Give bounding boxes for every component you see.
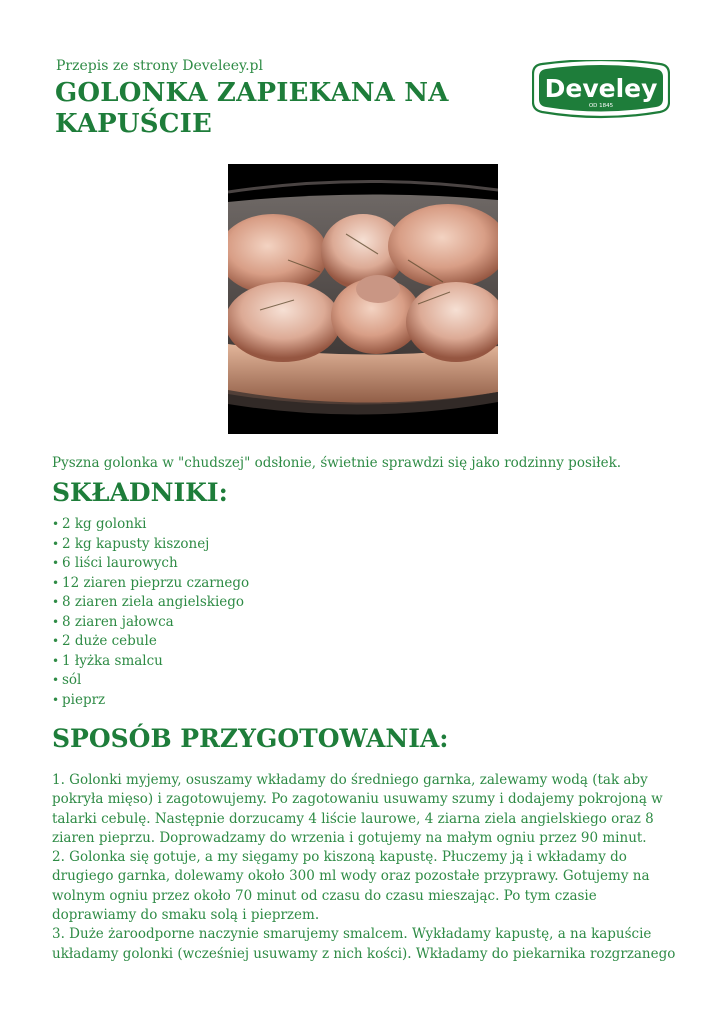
list-item: • 2 duże cebule xyxy=(52,632,249,652)
step-paragraph: 2. Golonka się gotuje, a my sięgamy po kiszoną kapustę. Płuczemy ją i wkładamy do drugiego garnka, dolewamy około 300 ml wody oraz pozostałe przyprawy. Gotujemy na wolnym ogniu przez około 70 minut od czasu do czasu mieszając. Po tym czasie doprawiamy do smaku solą i pieprzem. xyxy=(52,849,650,924)
preparation-steps xyxy=(52,771,682,964)
step-paragraph: 3. Duże żaroodporne naczynie smarujemy smalcem. Wykładamy kapustę, a na kapuście układamy golonki (wcześniej usuwamy z nich kości). Wkładamy do piekarnika rozgrzanego xyxy=(52,926,676,962)
develey-logo xyxy=(532,60,670,122)
list-item: • 1 łyżka smalcu xyxy=(52,652,249,672)
ingredients-heading: SKŁADNIKI: xyxy=(52,478,228,507)
list-item: • pieprz xyxy=(52,691,249,711)
list-item: • 8 ziaren ziela angielskiego xyxy=(52,593,249,613)
preparation-heading: SPOSÓB PRZYGOTOWANIA: xyxy=(52,724,449,753)
list-item: • 12 ziaren pieprzu czarnego xyxy=(52,574,249,594)
list-item: • 2 kg golonki xyxy=(52,515,249,535)
page-title: GOLONKA ZAPIEKANA NA KAPUŚCIE xyxy=(55,78,449,139)
logo-since: OD 1845 xyxy=(588,103,614,109)
recipe-intro: Pyszna golonka w "chudszej" odsłonie, świetnie sprawdzi się jako rodzinny posiłek. xyxy=(52,455,622,471)
list-item: • sól xyxy=(52,671,249,691)
list-item: • 8 ziaren jałowca xyxy=(52,613,249,633)
ingredients-list xyxy=(52,515,249,710)
recipe-source: Przepis ze strony Develeey.pl xyxy=(56,58,263,74)
list-item: • 6 liści laurowych xyxy=(52,554,249,574)
dish-photo xyxy=(228,164,498,434)
logo-wordmark: Develey xyxy=(544,74,658,103)
list-item: • 2 kg kapusty kiszonej xyxy=(52,535,249,555)
step-paragraph: 1. Golonki myjemy, osuszamy wkładamy do średniego garnka, zalewamy wodą (tak aby pokryła mięso) i zagotowujemy. Po zagotowaniu usuwamy szumy i dodajemy pokrojoną w talarki cebulę. Następnie dorzucamy 4 liście laurowe, 4 ziarna ziela angielskiego oraz 8 ziaren pieprzu. Doprowadzamy do wrzenia i gotujemy na małym ogniu przez 90 minut. xyxy=(52,772,663,846)
